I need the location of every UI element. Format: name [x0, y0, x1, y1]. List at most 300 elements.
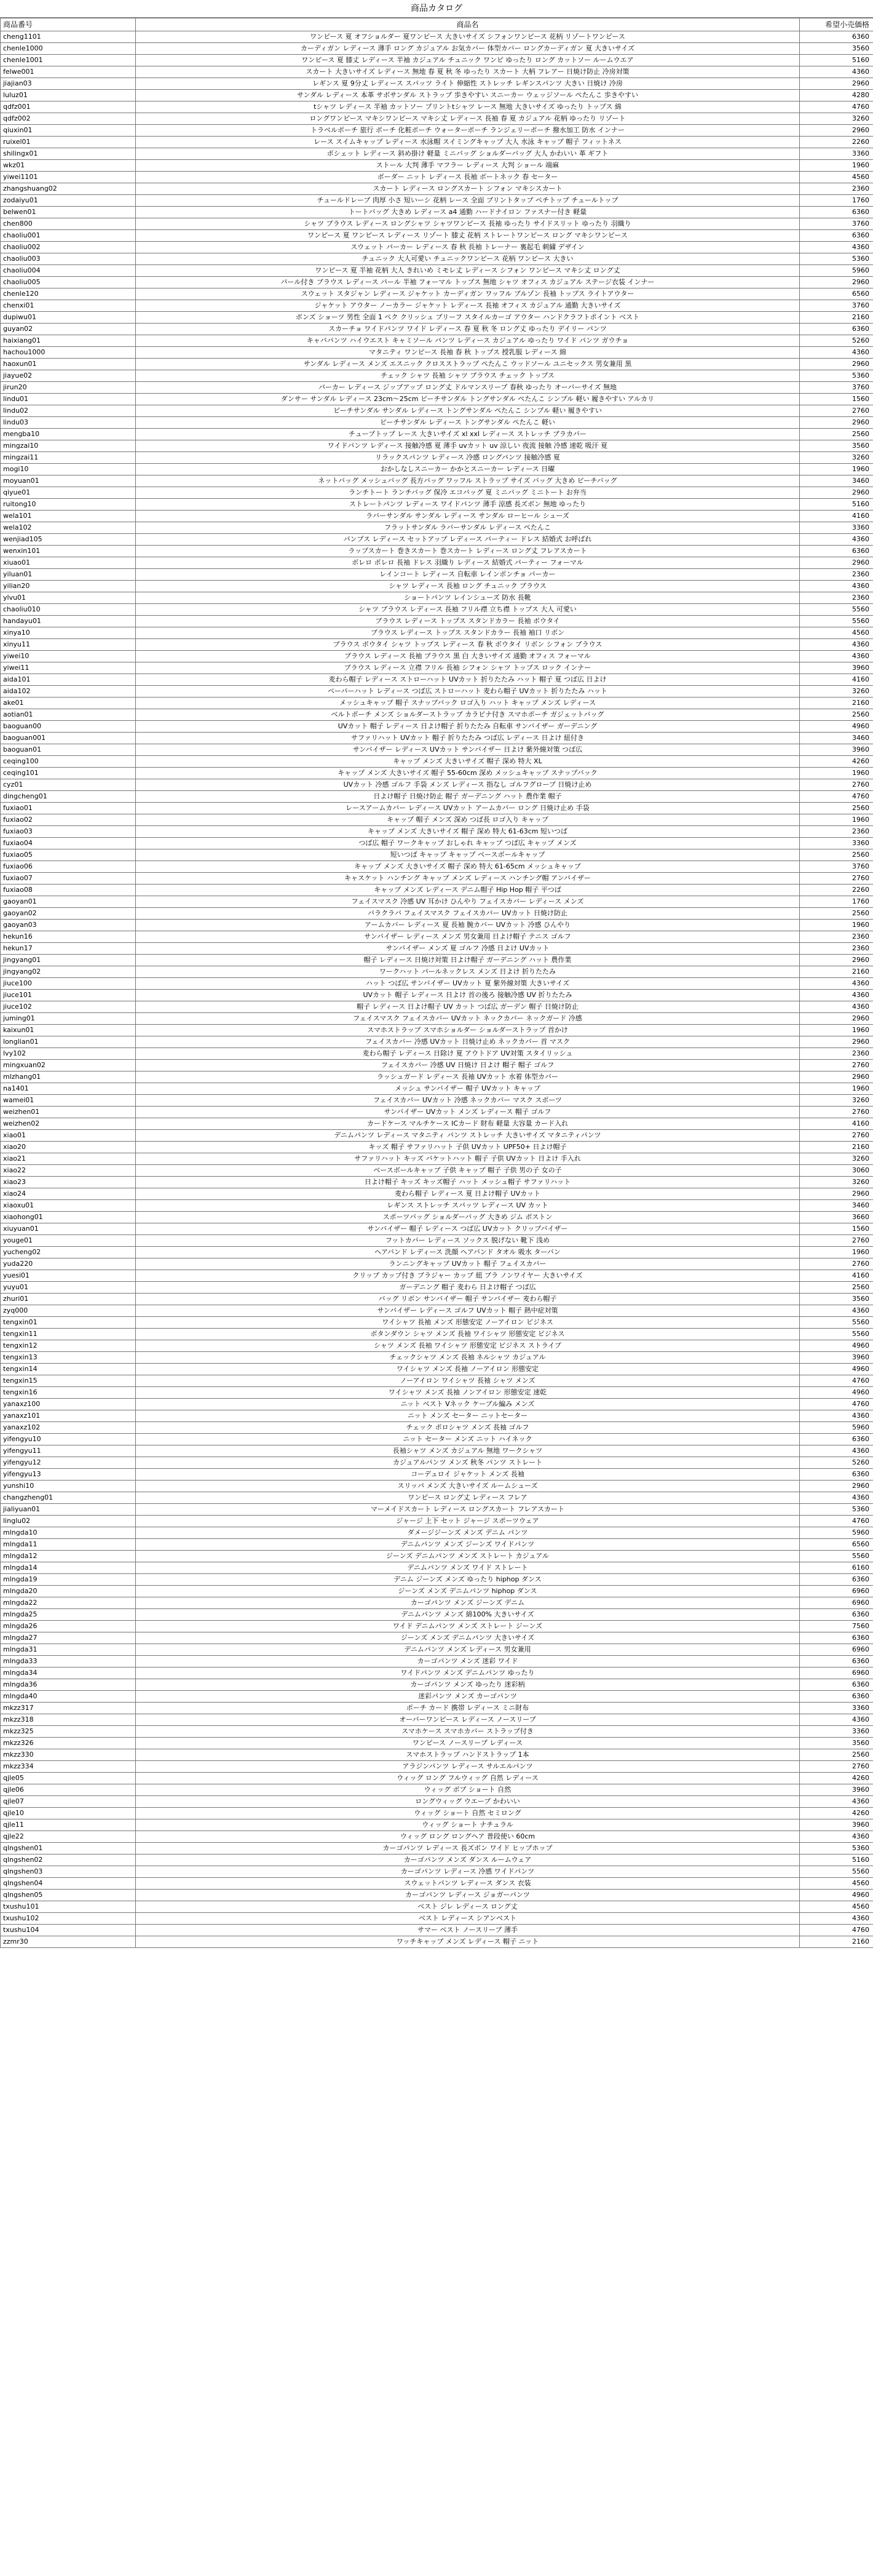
price-cell: 4160: [800, 674, 873, 686]
product-name-cell: デニムパンツ メンズ ワイド ストレート: [136, 1562, 800, 1574]
table-row: [1, 1142, 873, 1153]
product-number-cell: mkzz334: [1, 1761, 136, 1773]
price-cell: 4360: [800, 347, 873, 359]
table-row: [1, 943, 873, 955]
product-number-cell: fuxiao01: [1, 803, 136, 814]
product-number-cell: mkzz318: [1, 1714, 136, 1726]
price-cell: 1960: [800, 1247, 873, 1258]
table-row: [1, 1866, 873, 1878]
price-cell: 1960: [800, 768, 873, 779]
product-number-cell: shilingx01: [1, 148, 136, 160]
price-cell: 2560: [800, 1282, 873, 1294]
table-row: [1, 1434, 873, 1445]
product-name-cell: カーゴパンツ メンズ ダンス ルームウェア: [136, 1854, 800, 1866]
table-row: [1, 931, 873, 943]
product-name-cell: アラジンパンツ レディース サルエルパンツ: [136, 1761, 800, 1773]
product-name-cell: キャバパンツ ハイウエスト キャミソール パンツ レディース カジュアル ゆったり ワイド パンツ ガウチョ: [136, 335, 800, 347]
product-number-cell: dupiwu01: [1, 312, 136, 324]
price-cell: 1760: [800, 195, 873, 207]
product-name-cell: ワイシャツ メンズ 長袖 ノンアイロン 形態安定 速乾: [136, 1387, 800, 1399]
product-name-cell: チェックシャツ メンズ 長袖 ネルシャツ カジュアル: [136, 1352, 800, 1364]
price-cell: 2260: [800, 885, 873, 896]
table-row: [1, 183, 873, 195]
table-row: [1, 1527, 873, 1539]
product-number-cell: baoguan001: [1, 733, 136, 744]
table-row: [1, 1644, 873, 1656]
table-row: [1, 1854, 873, 1866]
price-cell: 6360: [800, 31, 873, 43]
price-cell: 2160: [800, 1936, 873, 1948]
table-row: [1, 709, 873, 721]
table-row: [1, 1235, 873, 1247]
product-number-cell: youge01: [1, 1235, 136, 1247]
price-cell: 6960: [800, 1668, 873, 1679]
product-number-cell: yanaxz100: [1, 1399, 136, 1410]
table-row: [1, 1305, 873, 1317]
table-row: [1, 569, 873, 581]
table-row: [1, 113, 873, 125]
table-row: [1, 137, 873, 148]
price-cell: 3360: [800, 522, 873, 534]
product-name-cell: キャップ メンズ 大きいサイズ 帽子 55-60cm 深め メッシュキャップ スナップバック: [136, 768, 800, 779]
price-cell: 2960: [800, 417, 873, 429]
table-row: [1, 475, 873, 487]
table-row: [1, 1212, 873, 1223]
product-name-cell: 短いつば キャップ キャップ ベースボールキャップ: [136, 849, 800, 861]
product-name-cell: スウェット スタジャン レディース ジャケット カーディガン ワッフル ブルゾン 長袖 トップス ライトアウター: [136, 288, 800, 300]
product-number-cell: zyq000: [1, 1305, 136, 1317]
price-cell: 4360: [800, 1001, 873, 1013]
price-cell: 3560: [800, 1294, 873, 1305]
price-cell: 4360: [800, 1714, 873, 1726]
price-cell: 2360: [800, 569, 873, 581]
product-name-cell: UVカット 帽子 レディース 日よけ 首の後ろ 接触冷感 UV 折りたたみ: [136, 990, 800, 1001]
product-number-cell: belwen01: [1, 207, 136, 218]
product-number-cell: chenle1001: [1, 55, 136, 66]
price-cell: 2960: [800, 487, 873, 499]
table-row: [1, 978, 873, 990]
table-row: [1, 674, 873, 686]
product-number-cell: xiaohong01: [1, 1212, 136, 1223]
product-number-cell: yuda220: [1, 1258, 136, 1270]
product-name-cell: ウィッグ ショート 自然 セミロング: [136, 1808, 800, 1819]
product-name-cell: カーゴパンツ レディース 長ズボン ワイド ヒップホップ: [136, 1843, 800, 1854]
table-row: [1, 920, 873, 931]
price-cell: 4360: [800, 1831, 873, 1843]
product-number-cell: xinyu11: [1, 639, 136, 651]
price-cell: 2560: [800, 803, 873, 814]
product-name-cell: つば広 帽子 ワークキャップ おしゃれ キャップ つば広 キャップ メンズ: [136, 838, 800, 849]
price-cell: 2160: [800, 698, 873, 709]
product-name-cell: バッグ リボン サンバイザー 帽子 サンバイザー 麦わら帽子: [136, 1294, 800, 1305]
product-number-cell: juming01: [1, 1013, 136, 1025]
price-cell: 4560: [800, 1878, 873, 1890]
product-number-cell: mlngda25: [1, 1609, 136, 1621]
table-row: [1, 324, 873, 335]
table-row: [1, 207, 873, 218]
product-name-cell: レギンス ストレッチ スパッツ レディース UV カット: [136, 1200, 800, 1212]
product-number-cell: weizhen01: [1, 1107, 136, 1118]
product-number-cell: mlngda19: [1, 1574, 136, 1586]
table-row: [1, 1317, 873, 1329]
header-row: [1, 18, 873, 31]
table-row: [1, 1773, 873, 1784]
product-name-cell: シャツ ブラウス レディース 長袖 フリル襟 立ち襟 トップス 大人 可愛い: [136, 604, 800, 616]
product-name-cell: デニムパンツ メンズ レディース 男女兼用: [136, 1644, 800, 1656]
product-name-cell: キャップ 帽子 メンズ 深め つば長 ロゴ入り キャップ: [136, 814, 800, 826]
table-row: [1, 721, 873, 733]
product-number-cell: qjle07: [1, 1796, 136, 1808]
product-name-cell: サンバイザー メンズ 夏 ゴルフ 冷感 日よけ UVカット: [136, 943, 800, 955]
product-name-cell: クリップ カップ付き ブラジャー カップ 紐 ブラ ノンワイヤー 大きいサイズ: [136, 1270, 800, 1282]
table-row: [1, 429, 873, 440]
product-name-cell: ジャケット アウター ノーカラー ジャケット レディース 長袖 オフィス カジュアル 通勤 大きいサイズ: [136, 300, 800, 312]
table-row: [1, 756, 873, 768]
product-number-cell: xiuao01: [1, 557, 136, 569]
product-name-cell: ワンピース 夏 ワンピース レディース リゾート 膝丈 花柄 ストレートワンピース ロング マキシワンピース: [136, 230, 800, 242]
price-cell: 4260: [800, 1773, 873, 1784]
product-number-cell: xiuyuan01: [1, 1223, 136, 1235]
product-number-cell: mlngda34: [1, 1668, 136, 1679]
product-number-cell: fuxiao02: [1, 814, 136, 826]
price-cell: 4760: [800, 791, 873, 803]
price-cell: 3760: [800, 218, 873, 230]
product-number-cell: mlngda11: [1, 1539, 136, 1551]
product-number-cell: qlngshen04: [1, 1878, 136, 1890]
table-row: [1, 1878, 873, 1890]
product-name-cell: ボタンダウン シャツ メンズ 長袖 ワイシャツ 形態安定 ビジネス: [136, 1329, 800, 1340]
product-name-cell: フェイスカバー UVカット 冷感 ネックカバー マスク スポーツ: [136, 1095, 800, 1107]
table-row: [1, 1352, 873, 1364]
product-name-cell: スカート レディース ロングスカート シフォン マキシスカート: [136, 183, 800, 195]
table-row: [1, 1597, 873, 1609]
product-number-cell: zhuri01: [1, 1294, 136, 1305]
product-number-cell: chaoliu004: [1, 265, 136, 277]
table-row: [1, 230, 873, 242]
catalog-table: [0, 18, 873, 1948]
product-name-cell: キャスケット ハンチング キャップ メンズ レディース ハンチング帽 アンバイザー: [136, 873, 800, 885]
product-number-cell: yifengyu13: [1, 1469, 136, 1481]
price-cell: 6360: [800, 1656, 873, 1668]
table-row: [1, 966, 873, 978]
product-number-cell: chenxi01: [1, 300, 136, 312]
product-name-cell: スポーツバッグ ショルダーバッグ 大きめ ジム ボストン: [136, 1212, 800, 1223]
price-cell: 3260: [800, 452, 873, 464]
product-number-cell: jialiyuan01: [1, 1504, 136, 1516]
table-row: [1, 43, 873, 55]
table-row: [1, 335, 873, 347]
catalog-rows: [1, 31, 873, 1948]
table-row: [1, 78, 873, 90]
product-number-cell: qiuxin01: [1, 125, 136, 137]
product-name-cell: リラックスパンツ レディース 冷感 ロングパンツ 接触冷感 夏: [136, 452, 800, 464]
product-name-cell: フェイスカバー 冷感 UV 日焼け 日よけ 帽子 帽子 ゴルフ: [136, 1060, 800, 1071]
table-row: [1, 300, 873, 312]
product-name-cell: チェック ポロシャツ メンズ 長袖 ゴルフ: [136, 1422, 800, 1434]
table-row: [1, 1013, 873, 1025]
table-row: [1, 1165, 873, 1177]
product-number-cell: jiuce100: [1, 978, 136, 990]
price-cell: 3560: [800, 43, 873, 55]
product-number-cell: tengxin12: [1, 1340, 136, 1352]
price-cell: 2960: [800, 1036, 873, 1048]
table-row: [1, 125, 873, 137]
price-cell: 4160: [800, 511, 873, 522]
table-row: [1, 1761, 873, 1773]
product-number-cell: luluz01: [1, 90, 136, 101]
price-cell: 4560: [800, 627, 873, 639]
price-cell: 4960: [800, 1340, 873, 1352]
product-number-cell: fuxiao08: [1, 885, 136, 896]
product-name-cell: キッズ 帽子 サファリハット 子供 UVカット UPF50+ 日よけ帽子: [136, 1142, 800, 1153]
price-cell: 3560: [800, 1738, 873, 1749]
product-name-cell: サマー ベスト ノースリーブ 薄手: [136, 1925, 800, 1936]
table-row: [1, 347, 873, 359]
product-name-cell: パール付き ブラウス レディース パール 半袖 フォーマル トップス 無地 シャツ オフィス カジュアル ステージ衣装 インナー: [136, 277, 800, 288]
product-name-cell: ワイシャツ 長袖 メンズ 形態安定 ノーアイロン ビジネス: [136, 1317, 800, 1329]
product-name-cell: レース スイムキャップ レディース 水泳帽 スイミングキャップ 大人 水泳 キャップ 帽子 フィットネス: [136, 137, 800, 148]
price-cell: 4260: [800, 756, 873, 768]
catalog-title: 商品カタログ: [0, 0, 873, 18]
table-row: [1, 1668, 873, 1679]
product-name-cell: ブラウス ボウタイ シャツ トップス レディース 春 秋 ボウタイ リボン シフォン ブラウス: [136, 639, 800, 651]
product-number-cell: qjle06: [1, 1784, 136, 1796]
product-number-cell: jingyang01: [1, 955, 136, 966]
price-cell: 4360: [800, 1913, 873, 1925]
price-cell: 2160: [800, 1142, 873, 1153]
product-name-cell: ポーチ カード 携帯 レディース ミニ財布: [136, 1703, 800, 1714]
price-cell: 2760: [800, 1107, 873, 1118]
product-number-cell: tengxin14: [1, 1364, 136, 1375]
product-number-cell: lindu03: [1, 417, 136, 429]
product-name-cell: キャップ メンズ レディース デニム帽子 Hip Hop 帽子 平つば: [136, 885, 800, 896]
price-cell: 1960: [800, 814, 873, 826]
product-name-cell: 日よけ帽子 日焼け防止 帽子 ガーデニング ハット 農作業 帽子: [136, 791, 800, 803]
price-cell: 3760: [800, 861, 873, 873]
product-number-cell: mlngda40: [1, 1691, 136, 1703]
product-number-cell: haixiang01: [1, 335, 136, 347]
price-cell: 2960: [800, 1188, 873, 1200]
product-name-cell: サファリハット UVカット 帽子 折りたたみ つば広 レディース 日よけ 紐付き: [136, 733, 800, 744]
product-name-cell: フェイスカバー 冷感 UVカット 日焼け止め ネックカバー 首 マスク: [136, 1036, 800, 1048]
product-number-cell: chaoliu005: [1, 277, 136, 288]
table-row: [1, 1457, 873, 1469]
product-name-cell: フェイスマスク フェイスカバー UVカット ネックカバー ネックガード 冷感: [136, 1013, 800, 1025]
product-name-cell: シャツ ブラウス レディース ロングシャツ シャツワンピース 長袖 ゆったり サイドスリット ゆったり 羽織り: [136, 218, 800, 230]
product-number-cell: ylvu01: [1, 592, 136, 604]
product-number-cell: baoguan01: [1, 744, 136, 756]
table-row: [1, 627, 873, 639]
product-number-cell: fuxiao04: [1, 838, 136, 849]
table-row: [1, 1574, 873, 1586]
price-cell: 4960: [800, 1387, 873, 1399]
product-number-cell: mlngda12: [1, 1551, 136, 1562]
table-row: [1, 487, 873, 499]
product-number-cell: chen800: [1, 218, 136, 230]
product-number-cell: lindu01: [1, 394, 136, 405]
table-row: [1, 370, 873, 382]
table-row: [1, 288, 873, 300]
price-cell: 6360: [800, 1434, 873, 1445]
product-number-cell: mogi10: [1, 464, 136, 475]
product-name-cell: ネットバッグ メッシュバッグ 長方バッグ ワッフル ストラップ サイズ バッグ 大きめ ビーチバッグ: [136, 475, 800, 487]
price-cell: 3260: [800, 1177, 873, 1188]
product-number-cell: mkzz325: [1, 1726, 136, 1738]
table-row: [1, 698, 873, 709]
product-number-cell: mlngda31: [1, 1644, 136, 1656]
product-number-cell: qjle05: [1, 1773, 136, 1784]
product-name-cell: ランチトート ランチバッグ 保冷 エコバッグ 夏 ミニバッグ ミニトート お弁当: [136, 487, 800, 499]
table-row: [1, 417, 873, 429]
price-cell: 2760: [800, 873, 873, 885]
table-row: [1, 1936, 873, 1948]
product-name-cell: 麦わら帽子 レディース ストローハット UVカット 折りたたみ ハット 帽子 夏 つば広 日よけ: [136, 674, 800, 686]
product-name-cell: ボーダー ニット レディース 長袖 ボートネック 春 セーター: [136, 172, 800, 183]
price-cell: 6960: [800, 1644, 873, 1656]
product-name-cell: ワンピース 夏 オフショルダー 夏ワンピース 大きいサイズ シフォンワンピース 花柄 リゾートワンピース: [136, 31, 800, 43]
price-cell: 6360: [800, 324, 873, 335]
product-number-cell: wkz01: [1, 160, 136, 172]
product-number-cell: mlngda27: [1, 1632, 136, 1644]
table-row: [1, 31, 873, 43]
price-cell: 2560: [800, 709, 873, 721]
product-number-cell: chaoliu001: [1, 230, 136, 242]
product-name-cell: ワンピース ロング丈 レディース フレア: [136, 1492, 800, 1504]
table-row: [1, 1586, 873, 1597]
product-number-cell: ceqing100: [1, 756, 136, 768]
product-name-cell: 迷彩パンツ メンズ カーゴパンツ: [136, 1691, 800, 1703]
product-number-cell: aotian01: [1, 709, 136, 721]
price-cell: 3260: [800, 1095, 873, 1107]
product-name-cell: チュールドレープ 肉厚 小さ 短いーシ 花柄 レース 全面 プリントタップ ペチトップ チュールトップ: [136, 195, 800, 207]
product-number-cell: chenle120: [1, 288, 136, 300]
table-row: [1, 440, 873, 452]
price-cell: 5560: [800, 1551, 873, 1562]
product-name-cell: カーゴパンツ メンズ ジーンズ デニム: [136, 1597, 800, 1609]
price-cell: 2960: [800, 1071, 873, 1083]
product-number-cell: lvy102: [1, 1048, 136, 1060]
product-number-cell: fuxiao03: [1, 826, 136, 838]
product-name-cell: ペーパーハット レディース つば広 ストローハット 麦わら帽子 UVカット 折りたたみ ハット: [136, 686, 800, 698]
product-number-cell: changzheng01: [1, 1492, 136, 1504]
product-name-cell: ワッチキャップ メンズ レディース 帽子 ニット: [136, 1936, 800, 1948]
product-number-cell: xiao21: [1, 1153, 136, 1165]
table-row: [1, 1632, 873, 1644]
product-name-cell: ヘアバンド レディース 洗顔 ヘアバンド タオル 吸水 ターバン: [136, 1247, 800, 1258]
product-name-cell: キャップ メンズ 大きいサイズ 帽子 深め 特大 61-65cm メッシュキャップ: [136, 861, 800, 873]
price-cell: 4360: [800, 66, 873, 78]
price-cell: 1960: [800, 160, 873, 172]
table-row: [1, 581, 873, 592]
price-cell: 4960: [800, 1364, 873, 1375]
price-cell: 4280: [800, 90, 873, 101]
price-cell: 5960: [800, 1422, 873, 1434]
price-cell: 4260: [800, 1808, 873, 1819]
product-name-cell: サンダル レディース メンズ エスニック クロスストラップ ぺたんこ ウッドソール ユニセックス 男女兼用 黒: [136, 359, 800, 370]
product-name-cell: スウェット パーカー レディース 春 秋 長袖 トレーナー 裏起毛 刺繍 デザイン: [136, 242, 800, 253]
product-name-cell: レインコート レディース 自転車 レインポンチョ パーカー: [136, 569, 800, 581]
price-cell: 6560: [800, 1539, 873, 1551]
price-cell: 2960: [800, 557, 873, 569]
price-cell: 5560: [800, 1866, 873, 1878]
table-row: [1, 768, 873, 779]
price-cell: 4760: [800, 1516, 873, 1527]
price-cell: 3260: [800, 113, 873, 125]
product-number-cell: txushu101: [1, 1901, 136, 1913]
table-row: [1, 90, 873, 101]
product-name-cell: ベスト レディース シアンベスト: [136, 1913, 800, 1925]
price-cell: 6160: [800, 1562, 873, 1574]
table-row: [1, 1130, 873, 1142]
product-number-cell: yiluan01: [1, 569, 136, 581]
product-number-cell: chaoliu003: [1, 253, 136, 265]
table-row: [1, 534, 873, 546]
price-cell: 3760: [800, 300, 873, 312]
table-row: [1, 1796, 873, 1808]
product-name-cell: サンバイザー UVカット メンズ レディース 帽子 ゴルフ: [136, 1107, 800, 1118]
price-cell: 6360: [800, 1632, 873, 1644]
price-cell: 5360: [800, 370, 873, 382]
product-number-cell: handayu01: [1, 616, 136, 627]
product-name-cell: デニム ジーンズ メンズ ゆったり hiphop ダンス: [136, 1574, 800, 1586]
product-number-cell: mingxuan02: [1, 1060, 136, 1071]
product-number-cell: hekun16: [1, 931, 136, 943]
price-cell: 5960: [800, 265, 873, 277]
price-cell: 1960: [800, 1083, 873, 1095]
product-name-cell: ロングワンピース マキシワンピース マキシ丈 レディース 長袖 春 夏 カジュアル 花柄 ゆったり リゾート: [136, 113, 800, 125]
table-row: [1, 1925, 873, 1936]
product-name-cell: ニット セーター メンズ ニット ハイネック: [136, 1434, 800, 1445]
price-cell: 3460: [800, 475, 873, 487]
table-row: [1, 955, 873, 966]
product-number-cell: jiuce102: [1, 1001, 136, 1013]
product-name-cell: おかしなしスニーカー かかとスニーカー レディース 日曜: [136, 464, 800, 475]
table-row: [1, 1071, 873, 1083]
product-number-cell: wela102: [1, 522, 136, 534]
table-row: [1, 733, 873, 744]
product-name-cell: スカーチョ ワイドパンツ ワイド レディース 春 夏 秋 冬 ロング丈 ゆったり デイリー パンツ: [136, 324, 800, 335]
product-name-cell: サンバイザー レディース UVカット サンバイザー 日よけ 紫外線対策 つば広: [136, 744, 800, 756]
product-name-cell: 帽子 レディース 日よけ帽子 UV カット つば広 ガーデン 帽子 日焼け防止: [136, 1001, 800, 1013]
table-row: [1, 873, 873, 885]
table-row: [1, 277, 873, 288]
product-number-cell: ruitong10: [1, 499, 136, 511]
product-name-cell: コーデュロイ ジャケット メンズ 長袖: [136, 1469, 800, 1481]
table-row: [1, 826, 873, 838]
product-name-cell: ベルトポーチ メンズ ショルダーストラップ カラビナ付き スマホポーチ ガジェットバッグ: [136, 709, 800, 721]
product-number-cell: yiwei1101: [1, 172, 136, 183]
product-name-cell: 麦わら帽子 レディース 夏 日よけ帽子 UVカット: [136, 1188, 800, 1200]
product-name-cell: パーカー レディース ジップアップ ロング丈 ドルマンスリーブ 春秋 ゆったり オーバーサイズ 無地: [136, 382, 800, 394]
product-name-cell: ジーンズ デニムパンツ メンズ ストレート カジュアル: [136, 1551, 800, 1562]
product-number-cell: qlngshen05: [1, 1890, 136, 1901]
product-name-cell: ウィッグ ボブ ショート 自然: [136, 1784, 800, 1796]
product-number-cell: mlngda22: [1, 1597, 136, 1609]
product-number-cell: yiwei11: [1, 662, 136, 674]
price-cell: 3960: [800, 1784, 873, 1796]
product-name-cell: ウィッグ ロング ロングヘア 普段使い 60cm: [136, 1831, 800, 1843]
table-row: [1, 1714, 873, 1726]
price-cell: 5560: [800, 1317, 873, 1329]
product-number-cell: fuxiao06: [1, 861, 136, 873]
table-row: [1, 1188, 873, 1200]
table-row: [1, 1749, 873, 1761]
price-cell: 4160: [800, 1270, 873, 1282]
product-name-cell: スカート 大きいサイズ レディース 無地 春 夏 秋 冬 ゆったり スカート 大柄 フレアー 日焼け防止 冷房対策: [136, 66, 800, 78]
price-cell: 5160: [800, 55, 873, 66]
price-cell: 4360: [800, 1305, 873, 1317]
product-name-cell: ニット メンズ セーター ニットセーター: [136, 1410, 800, 1422]
